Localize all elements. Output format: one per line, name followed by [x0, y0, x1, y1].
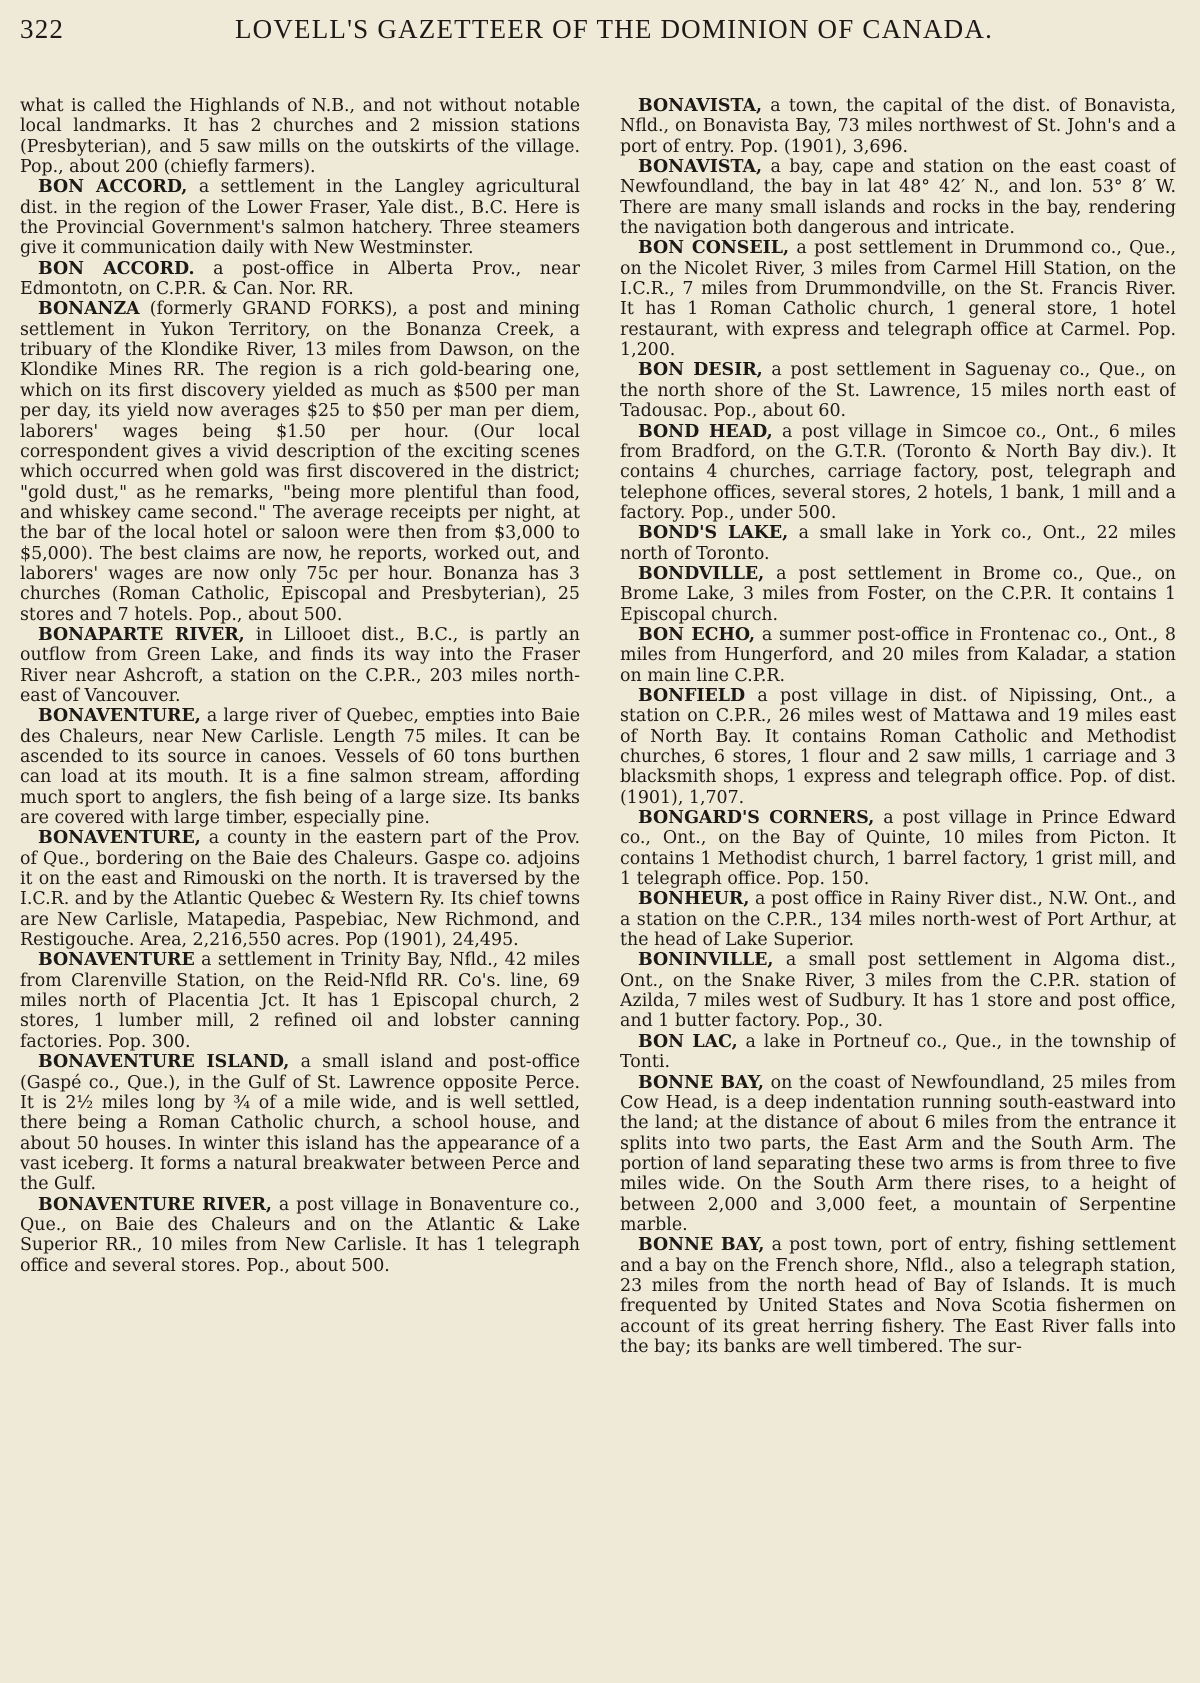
gazetteer-entry — [620, 1073, 1176, 1236]
gazetteer-entry — [620, 950, 1176, 1031]
entry-heading: BON ACCORD, — [38, 177, 188, 198]
entry-text: a post settlement in Saguenay co., Que., on the north shore of the St. Lawrence, 15 miles north east of Tadousac. Pop., about 60. — [620, 360, 1176, 422]
running-title: LOVELL'S GAZETTEER OF THE DOMINION OF CANADA. — [234, 14, 994, 44]
entry-text: in Lillooet dist., B.C., is partly an outflow from Green Lake, and finds its way into the Fraser River near Ashcroft, a station on the C.P.R., 203 miles north-east of Vancouver. — [20, 624, 580, 706]
entry-heading: BON DESIR, — [638, 360, 763, 381]
entry-text: a lake in Portneuf co., Que., in the township of Tonti. — [620, 1031, 1176, 1073]
entry-text: a small island and post-office (Gaspé co., Que.), in the Gulf of St. Lawrence opposite Perce. It is 2½ miles long by ¾ of a mile wide, and is well settled, there being a Roman Catholic church, a school house, and about 50 houses. In winter this island has the appearance of a vast iceberg. It forms a natural breakwater between Perce and the Gulf. — [20, 1052, 580, 1195]
entry-heading: BON ACCORD. — [38, 258, 195, 279]
gazetteer-entry — [620, 1032, 1176, 1073]
gazetteer-entry — [620, 625, 1176, 686]
entry-text: a small post settlement in Algoma dist., Ont., on the Snake River, 3 miles from the C.P.R. station of Azilda, 7 miles west of Sudbury. It has 1 store and post office, and 1 butter factory. Pop., 30. — [620, 950, 1176, 1032]
entry-text: a post village in Simcoe co., Ont., 6 miles from Bradford, on the G.T.R. (Toronto & North Bay div.). It contains 4 churches, carriage factory, post, telegraph and telephone offices, several stores, 2 hotels, 1 bank, 1 mill and a factory. Pop., under 500. — [620, 421, 1176, 523]
gazetteer-entry — [20, 1052, 580, 1194]
gazetteer-entry — [620, 238, 1176, 360]
gazetteer-entry — [20, 950, 580, 1052]
entry-text: a county in the eastern part of the Prov. of Que., bordering on the Baie des Chaleurs. Gaspe co. adjoins it on the east and Rimouski on the north. It is traversed by the I.C.R. and by the Atlantic Quebec & Western Ry. Its chief towns are New Carlisle, Matapedia, Paspebiac, New Richmond, and Restigouche. Area, 2,216,550 acres. Pop (1901), 24,495. — [20, 828, 580, 951]
gazetteer-entry — [620, 1235, 1176, 1357]
gazetteer-entry — [620, 564, 1176, 625]
entry-text: on the coast of Newfoundland, 25 miles from Cow Head, is a deep indentation running south-eastward into the land; at the distance of about 6 miles from the entrance it splits into two parts, the East Arm and the South Arm. The portion of land separating these two arms is from three to five miles wide. On the South Arm there rises, to a height of between 2,000 and 3,000 feet, a mountain of Serpentine marble. — [620, 1072, 1176, 1235]
entry-heading: BOND'S LAKE, — [638, 523, 789, 544]
entry-heading: BONAVENTURE — [38, 950, 195, 971]
entry-heading: BONANZA — [38, 299, 140, 320]
gazetteer-entry — [20, 177, 580, 258]
gazetteer-entry — [620, 808, 1176, 889]
gazetteer-entry — [620, 686, 1176, 808]
entry-text: a small lake in York co., Ont., 22 miles north of Toronto. — [620, 523, 1176, 564]
entry-heading: BONDVILLE, — [638, 563, 765, 584]
entry-text: a large river of Quebec, empties into Baie des Chaleurs, near New Carlisle. Length 75 miles. It can be ascended to its source in canoes. Vessels of 60 tons burthen can load at its mouth. It is a fine salmon stream, affording much sport to anglers, the fish being of a large size. Its banks are covered with large timber, especially pine. — [20, 706, 580, 829]
page-number: 322 — [20, 14, 65, 44]
entry-heading: BONNE BAY, — [638, 1235, 765, 1256]
entry-heading: BONINVILLE, — [638, 950, 774, 971]
entry-heading: BON CONSEIL, — [638, 238, 790, 259]
gazetteer-entry — [20, 259, 580, 300]
entry-text: a settlement in the Langley agricultural dist. in the region of the Lower Fraser, Yale dist., B.C. Here is the Provincial Government's salmon hatchery. Three steamers give it communication daily with New Westminster. — [20, 177, 580, 259]
entry-heading: BON LAC, — [638, 1031, 738, 1052]
right-column — [620, 96, 1176, 1676]
entry-heading: BONAVISTA, — [638, 157, 763, 178]
gazetteer-entry — [20, 1195, 580, 1276]
entry-heading: BONGARD'S CORNERS, — [638, 808, 875, 829]
gazetteer-entry — [620, 523, 1176, 564]
entry-text: a summer post-office in Frontenac co., Ont., 8 miles from Hungerford, and 20 miles from Kaladar, a station on main line C.P.R. — [620, 624, 1176, 686]
entry-heading: BOND HEAD, — [638, 421, 773, 442]
entry-heading: BONAVENTURE, — [38, 706, 201, 727]
entry-heading: BONAVENTURE RIVER, — [38, 1194, 272, 1215]
entry-heading: BONNE BAY, — [638, 1072, 764, 1093]
gazetteer-entry — [20, 96, 580, 177]
left-column — [20, 96, 580, 1676]
gazetteer-entry — [620, 360, 1176, 421]
gazetteer-entry — [620, 889, 1176, 950]
gazetteer-entry — [620, 422, 1176, 524]
entry-heading: BONHEUR, — [638, 889, 750, 910]
entry-heading: BONAVISTA, — [638, 96, 763, 116]
entry-text: a post office in Rainy River dist., N.W. Ont., and a station on the C.P.R., 134 miles north-west of Port Arthur, at the head of Lake Superior. — [620, 889, 1176, 951]
entry-text: a bay, cape and station on the east coast of Newfoundland, the bay in lat 48° 42′ N., and lon. 53° 8′ W. There are many small islands and rocks in the bay, rendering the navigation both dangerous and intricate. — [620, 157, 1176, 239]
gazetteer-entry — [620, 96, 1176, 157]
entry-text: a town, the capital of the dist. of Bonavista, Nfld., on Bonavista Bay, 73 miles northwest of St. John's and a port of entry. Pop. (1901), 3,696. — [620, 96, 1176, 157]
entry-text: a post settlement in Brome co., Que., on Brome Lake, 3 miles from Foster, on the C.P.R. It contains 1 Episcopal church. — [620, 563, 1176, 625]
entry-text: a post settlement in Drummond co., Que., on the Nicolet River, 3 miles from Carmel Hill Station, on the I.C.R., 7 miles from Drummondville, on the St. Francis River. It has 1 Roman Catholic church, 1 general store, 1 hotel restaurant, with express and telegraph office at Carmel. Pop. 1,200. — [620, 238, 1176, 361]
gazetteer-entry — [620, 157, 1176, 238]
text-columns — [20, 96, 1176, 1676]
entry-heading: BONAVENTURE ISLAND, — [38, 1052, 290, 1073]
entry-heading: BONAVENTURE, — [38, 828, 201, 849]
entry-text: (formerly GRAND FORKS), a post and mining settlement in Yukon Territory, on the Bonanza Creek, a tribuary of the Klondike River, 13 miles from Dawson, on the Klondike Mines RR. The region is a rich gold-bearing one, which on its first discovery yielded as much as $500 per man per day, its yield now averages $25 to $50 per man per diem, laborers' wages being $1.50 per hour. (Our local correspondent gives a vivid description of the exciting scenes which occurred when gold was first discovered in the district; "gold dust," as he remarks, "being more plentiful than food, and whiskey came second." The average receipts per night, at the bar of the local hotel or saloon were then from $3,000 to $5,000). The best claims are now, he reports, worked out, and laborers' wages are now only 75c per hour. Bonanza has 3 churches (Roman Catholic, Episcopal and Presbyterian), 25 stores and 7 hotels. Pop., about 500. — [20, 299, 580, 625]
entry-text: a settlement in Trinity Bay, Nfld., 42 miles from Clarenville Station, on the Reid-Nfld RR. Co's. line, 69 miles north of Placentia Jct. It has 1 Episcopal church, 2 stores, 1 lumber mill, 2 refined oil and lobster canning factories. Pop. 300. — [20, 950, 580, 1052]
entry-heading: BON ECHO, — [638, 624, 756, 645]
page-header — [20, 14, 1176, 62]
gazetteer-entry — [20, 828, 580, 950]
entry-text: a post-office in Alberta Prov., near Edmontotn, on C.P.R. & Can. Nor. RR. — [20, 258, 580, 300]
entry-heading: BONAPARTE RIVER, — [38, 624, 245, 645]
entry-text: what is called the Highlands of N.B., and not without notable local landmarks. It has 2 churches and 2 mission stations (Presbyterian), and 5 saw mills on the outskirts of the village. Pop., about 200 (chiefly farmers). — [20, 96, 580, 178]
entry-text: a post village in Prince Edward co., Ont., on the Bay of Quinte, 10 miles from Picton. It contains 1 Methodist church, 1 barrel factory, 1 grist mill, and 1 telegraph office. Pop. 150. — [620, 808, 1176, 890]
entry-heading: BONFIELD — [638, 685, 746, 706]
entry-text: a post village in Bonaventure co., Que., on Baie des Chaleurs and on the Atlantic & Lake Superior RR., 10 miles from New Carlisle. It has 1 telegraph office and several stores. Pop., about 500. — [20, 1194, 580, 1276]
entry-text: a post town, port of entry, fishing settlement and a bay on the French shore, Nfld., also a telegraph station, 23 miles from the north head of Bay of Islands. It is much frequented by United States and Nova Scotia fishermen on account of its great herring fishery. The East River falls into the bay; its banks are well timbered. The sur- — [620, 1235, 1176, 1357]
gazetteer-entry — [20, 299, 580, 625]
entry-text: a post village in dist. of Nipissing, Ont., a station on C.P.R., 26 miles west of Mattawa and 19 miles east of North Bay. It contains Roman Catholic and Methodist churches, 6 stores, 1 flour and 2 saw mills, 1 carriage and 3 blacksmith shops, 1 express and telegraph office. Pop. of dist. (1901), 1,707. — [620, 685, 1176, 808]
gazetteer-entry — [20, 706, 580, 828]
gazetteer-entry — [20, 625, 580, 706]
